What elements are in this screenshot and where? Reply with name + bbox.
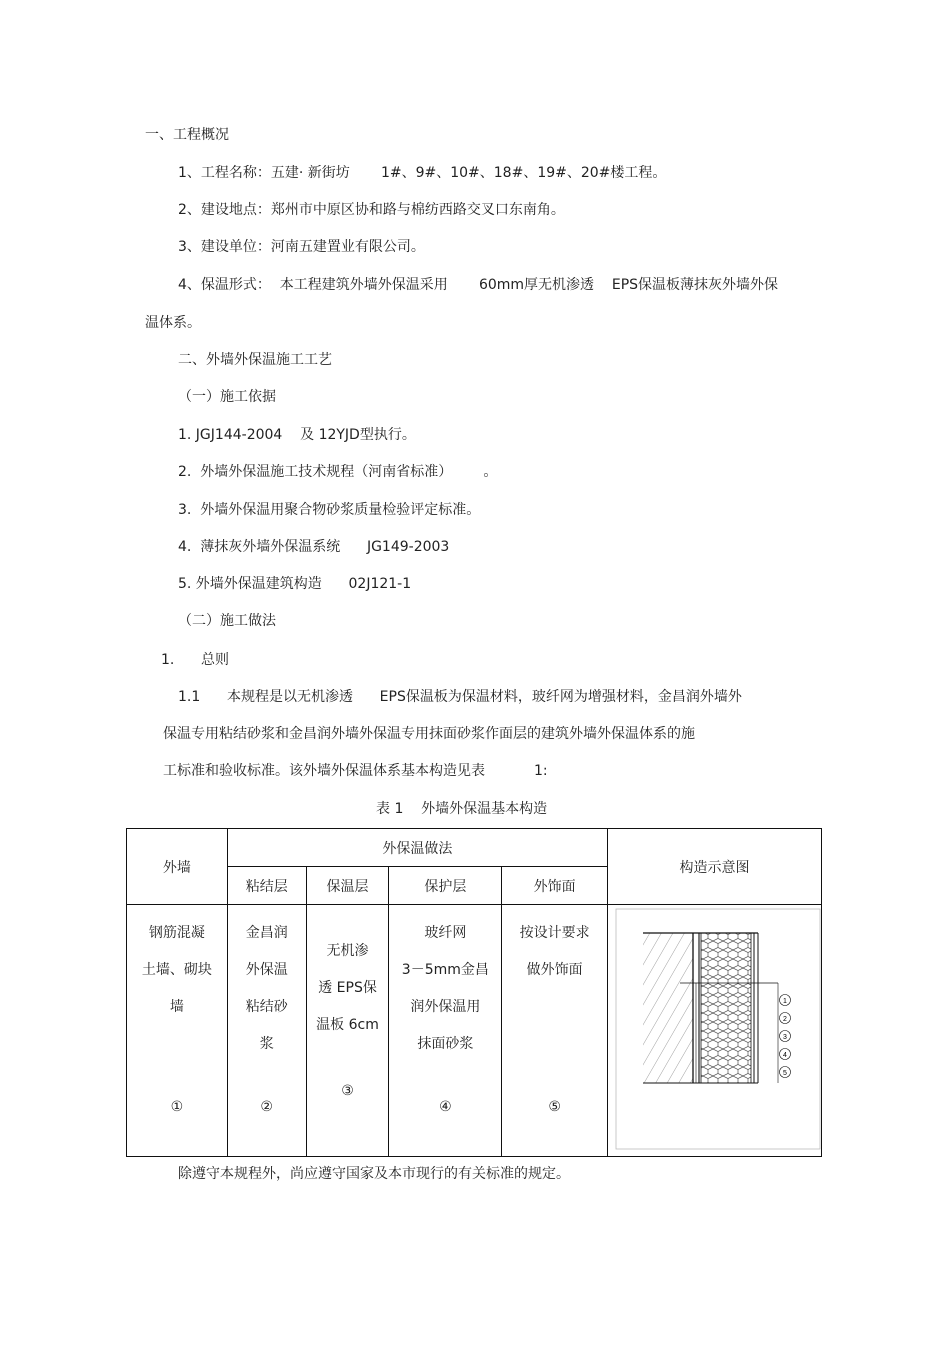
header-method: 外保温做法	[227, 829, 607, 867]
header-bond-layer: 粘结层	[227, 867, 306, 905]
table-caption: 表 1 外墙外保温基本构造	[376, 801, 548, 817]
circled-number: ④	[439, 1099, 452, 1115]
insulation-form-line1: 4、保温形式： 本工程建筑外墙外保温采用 60mm厚无机渗透 EPS保温板薄抹灰外墙外保	[178, 277, 779, 293]
header-finish-layer: 外饰面	[502, 867, 608, 905]
paragraph-1-1-line3: 工标准和验收标准。该外墙外保温体系基本构造见表 1:	[163, 763, 548, 779]
section-heading-overview: 一、工程概况	[145, 127, 229, 143]
cell-wall: 钢筋混凝 土墙、砌块 墙 ①	[127, 905, 228, 1157]
general-heading: 1. 总则	[161, 652, 230, 668]
header-protection-layer: 保护层	[389, 867, 502, 905]
svg-text:2: 2	[783, 1016, 787, 1023]
wall-hatch	[643, 933, 693, 1083]
svg-text:5: 5	[783, 1070, 787, 1077]
eps-board	[701, 933, 751, 1083]
circled-number: ②	[260, 1099, 273, 1115]
project-owner: 3、建设单位：河南五建置业有限公司。	[178, 239, 425, 255]
construction-table	[126, 828, 822, 1157]
wall-construction-diagram	[608, 905, 821, 1152]
basis-item: 2. 外墙外保温施工技术规程（河南省标准） 。	[178, 464, 498, 480]
project-location: 2、建设地点：郑州市中原区协和路与棉纺西路交叉口东南角。	[178, 202, 565, 218]
footer-note: 除遵守本规程外，尚应遵守国家及本市现行的有关标准的规定。	[178, 1166, 570, 1182]
basis-item: 1. JGJ144-2004 及 12YJD型执行。	[178, 427, 416, 443]
cell-diagram	[607, 905, 821, 1157]
basis-item: 4. 薄抹灰外墙外保温系统 JG149-2003	[178, 539, 450, 555]
section-heading-process: 二、外墙外保温施工工艺	[178, 352, 332, 368]
cell-insulation: 无机渗 透 EPS保 温板 6cm ③	[306, 905, 389, 1157]
header-insulation-layer: 保温层	[306, 867, 389, 905]
cell-bond: 金昌润 外保温 粘结砂 浆 ②	[227, 905, 306, 1157]
circled-number: ⑤	[548, 1099, 561, 1115]
project-name: 1、工程名称：五建· 新街坊 1#、9#、10#、18#、19#、20#楼工程。	[178, 165, 667, 181]
header-diagram: 构造示意图	[607, 829, 821, 905]
cell-protection: 玻纤网 3－5mm金昌 润外保温用 抹面砂浆 ④	[389, 905, 502, 1157]
basis-item: 5. 外墙外保温建筑构造 02J121-1	[178, 576, 412, 592]
circled-number: ③	[341, 1083, 354, 1099]
paragraph-1-1-line1: 1.1 本规程是以无机渗透 EPS保温板为保温材料，玻纤网为增强材料，金昌润外墙外	[178, 689, 742, 705]
paragraph-1-1-line2: 保温专用粘结砂浆和金昌润外墙外保温专用抹面砂浆作面层的建筑外墙外保温体系的施	[163, 726, 695, 742]
cell-finish: 按设计要求 做外饰面 ⑤	[502, 905, 608, 1157]
method-heading: （二）施工做法	[178, 613, 276, 629]
svg-text:3: 3	[783, 1034, 787, 1041]
basis-heading: （一）施工依据	[178, 389, 276, 405]
header-wall: 外墙	[127, 829, 228, 905]
svg-text:4: 4	[783, 1052, 787, 1059]
diagram-callouts	[779, 995, 790, 1078]
circled-number: ①	[170, 1099, 184, 1115]
basis-item: 3. 外墙外保温用聚合物砂浆质量检验评定标准。	[178, 502, 481, 518]
insulation-form-line2: 温体系。	[145, 315, 201, 331]
svg-text:1: 1	[783, 998, 787, 1005]
